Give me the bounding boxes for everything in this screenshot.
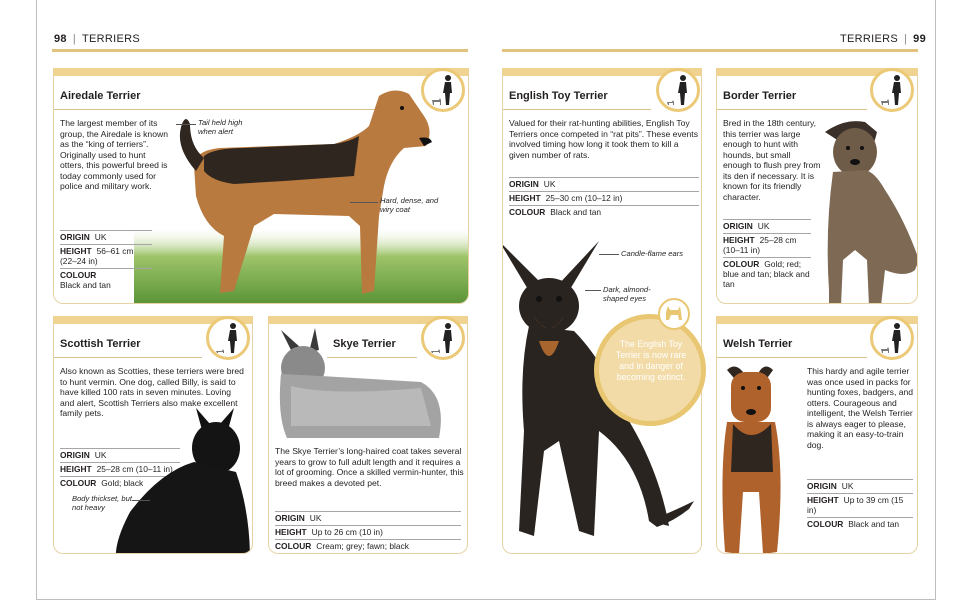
fact-height-value: 25–28 cm (10–11 in) bbox=[723, 235, 797, 255]
airedale-description: The largest member of its group, the Airedale is known as the “king of terriers”. Originally used to hunt otters, this powerful breed is today commonly used for police and military work. bbox=[60, 118, 168, 191]
skye-dog-image bbox=[271, 326, 447, 442]
right-header-rule bbox=[502, 49, 918, 52]
fact-colour-label: COLOUR bbox=[807, 519, 844, 529]
skye-description: The Skye Terrier’s long-haired coat takes several years to grow to full adult length and it requires a lot of grooming. Once a skilled vermin-hunter, this breed makes a devoted pet. bbox=[275, 446, 464, 488]
fact-origin-value: UK bbox=[94, 232, 107, 242]
right-page-number: 99 bbox=[913, 33, 926, 45]
fact-height-label: HEIGHT bbox=[723, 235, 755, 245]
airedale-title: Airedale Terrier bbox=[60, 90, 141, 102]
fact-colour-label: COLOUR bbox=[60, 270, 97, 280]
person-and-dog-scale-icon bbox=[421, 316, 465, 360]
welsh-description: This hardy and agile terrier was once used in packs for hunting foxes, badgers, and otters. Courageous and intelligent, the Welsh Terrier is always eager to please, making it an easy-to-train dog. bbox=[807, 366, 914, 450]
fact-origin-label: ORIGIN bbox=[723, 221, 753, 231]
welsh-title: Welsh Terrier bbox=[723, 338, 793, 350]
fact-colour-label: COLOUR bbox=[723, 259, 760, 269]
fact-origin-label: ORIGIN bbox=[60, 232, 90, 242]
person-and-dog-scale-icon bbox=[656, 68, 700, 112]
scottish-dog-image bbox=[110, 402, 253, 554]
fact-height-label: HEIGHT bbox=[60, 246, 92, 256]
border-description: Bred in the 18th century, this terrier was large enough to hunt with hounds, but small enough to flush prey from its den if necessary. It is known for its friendly character. bbox=[723, 118, 821, 202]
welsh-dog-image bbox=[716, 362, 801, 554]
fact-colour-value: Gold; black bbox=[101, 478, 144, 488]
annotation-leader bbox=[585, 290, 601, 291]
welsh-facts bbox=[807, 479, 913, 531]
fact-origin bbox=[275, 511, 461, 525]
fact-colour-value: Black and tan bbox=[550, 207, 602, 217]
english-toy-callout bbox=[594, 314, 706, 426]
person-and-dog-scale-icon bbox=[870, 316, 914, 360]
airedale-card bbox=[53, 68, 469, 304]
fact-colour bbox=[807, 517, 913, 531]
annotation-leader bbox=[176, 124, 196, 125]
terrier-silhouette-icon bbox=[658, 298, 690, 330]
title-rule bbox=[717, 357, 867, 358]
english-toy-title: English Toy Terrier bbox=[509, 90, 608, 102]
fact-height bbox=[60, 244, 152, 268]
fact-colour-value: Cream; grey; fawn; black bbox=[316, 541, 409, 551]
fact-origin-label: ORIGIN bbox=[509, 179, 539, 189]
fact-height bbox=[807, 493, 913, 517]
fact-origin-value: UK bbox=[543, 179, 556, 189]
airedale-annotation-coat: Hard, dense, and wiry coat bbox=[380, 196, 439, 214]
header-separator: | bbox=[72, 33, 77, 45]
fact-origin-label: ORIGIN bbox=[807, 481, 837, 491]
left-page-number: 98 bbox=[54, 33, 67, 45]
fact-origin-label: ORIGIN bbox=[60, 450, 90, 460]
fact-height bbox=[509, 191, 699, 205]
fact-height bbox=[275, 525, 461, 539]
skye-title: Skye Terrier bbox=[333, 338, 396, 350]
skye-facts bbox=[275, 511, 461, 553]
fact-origin-value: UK bbox=[309, 513, 322, 523]
scottish-annotation-body: Body thickset, but not heavy bbox=[72, 494, 132, 512]
fact-origin-value: UK bbox=[94, 450, 107, 460]
fact-height-value: 25–28 cm (10–11 in) bbox=[96, 464, 173, 474]
fact-height-value: Up to 39 cm (15 in) bbox=[807, 495, 904, 515]
title-rule bbox=[54, 357, 202, 358]
fact-height-value: Up to 26 cm (10 in) bbox=[311, 527, 383, 537]
english-toy-description: Valued for their rat-hunting abilities, English Toy Terriers once competed in “rat pits”. These events involved timing how long it took them to kill a given number of rats. bbox=[509, 118, 698, 160]
annotation-leader bbox=[350, 202, 378, 203]
right-section-title: TERRIERS bbox=[839, 33, 898, 45]
fact-origin bbox=[509, 177, 699, 191]
annotation-leader bbox=[599, 254, 619, 255]
fact-height-label: HEIGHT bbox=[60, 464, 92, 474]
annotation-leader bbox=[132, 500, 150, 501]
border-facts bbox=[723, 219, 811, 291]
english-toy-annotation-eyes: Dark, almond-shaped eyes bbox=[603, 285, 651, 303]
fact-colour-value: Black and tan bbox=[848, 519, 900, 529]
fact-height-label: HEIGHT bbox=[275, 527, 307, 537]
fact-origin-value: UK bbox=[757, 221, 770, 231]
english-toy-annotation-ears: Candle-flame ears bbox=[621, 249, 684, 258]
fact-origin-value: UK bbox=[841, 481, 854, 491]
airedale-annotation-tail: Tail held high when alert bbox=[198, 118, 243, 136]
header-separator: | bbox=[903, 33, 908, 45]
callout-text: The English Toy Terrier is now rare and in danger of becoming extinct. bbox=[615, 339, 687, 382]
fact-height-value: 25–30 cm (10–12 in) bbox=[545, 193, 623, 203]
fact-colour bbox=[723, 257, 811, 291]
fact-colour-label: COLOUR bbox=[60, 478, 97, 488]
scottish-title: Scottish Terrier bbox=[60, 338, 141, 350]
fact-height-label: HEIGHT bbox=[509, 193, 541, 203]
fact-colour bbox=[509, 205, 699, 219]
left-section-title: TERRIERS bbox=[82, 33, 141, 45]
airedale-facts bbox=[60, 230, 152, 292]
fact-colour bbox=[60, 268, 152, 292]
airedale-dog-image bbox=[134, 86, 469, 304]
fact-origin-label: ORIGIN bbox=[275, 513, 305, 523]
fact-height-label: HEIGHT bbox=[807, 495, 839, 505]
title-rule bbox=[503, 109, 651, 110]
fact-colour-value: Black and tan bbox=[60, 280, 111, 290]
left-header-rule bbox=[52, 49, 468, 52]
border-dog-image bbox=[815, 110, 918, 304]
scottish-description: Also known as Scotties, these terriers were bred to hunt vermin. One dog, called Billy, is said to have killed 100 rats in seven minutes. Loving and alert, Scottish Terriers also make excellent family pets. bbox=[60, 366, 244, 418]
border-title: Border Terrier bbox=[723, 90, 797, 102]
fact-colour-label: COLOUR bbox=[509, 207, 546, 217]
person-and-dog-scale-icon bbox=[870, 68, 914, 112]
person-and-dog-scale-icon bbox=[421, 68, 465, 112]
right-page-header bbox=[822, 33, 926, 45]
fact-origin bbox=[723, 219, 811, 233]
fact-height-value: 56–61 cm (22–24 in) bbox=[60, 246, 134, 266]
fact-colour bbox=[275, 539, 461, 553]
fact-origin bbox=[807, 479, 913, 493]
person-and-dog-scale-icon bbox=[206, 316, 250, 360]
fact-colour-label: COLOUR bbox=[275, 541, 312, 551]
left-page-header bbox=[54, 33, 140, 45]
fact-height bbox=[723, 233, 811, 257]
fact-colour-value: Gold; red; blue and tan; black and tan bbox=[723, 259, 810, 289]
english-toy-facts bbox=[509, 177, 699, 219]
fact-origin bbox=[60, 230, 152, 244]
